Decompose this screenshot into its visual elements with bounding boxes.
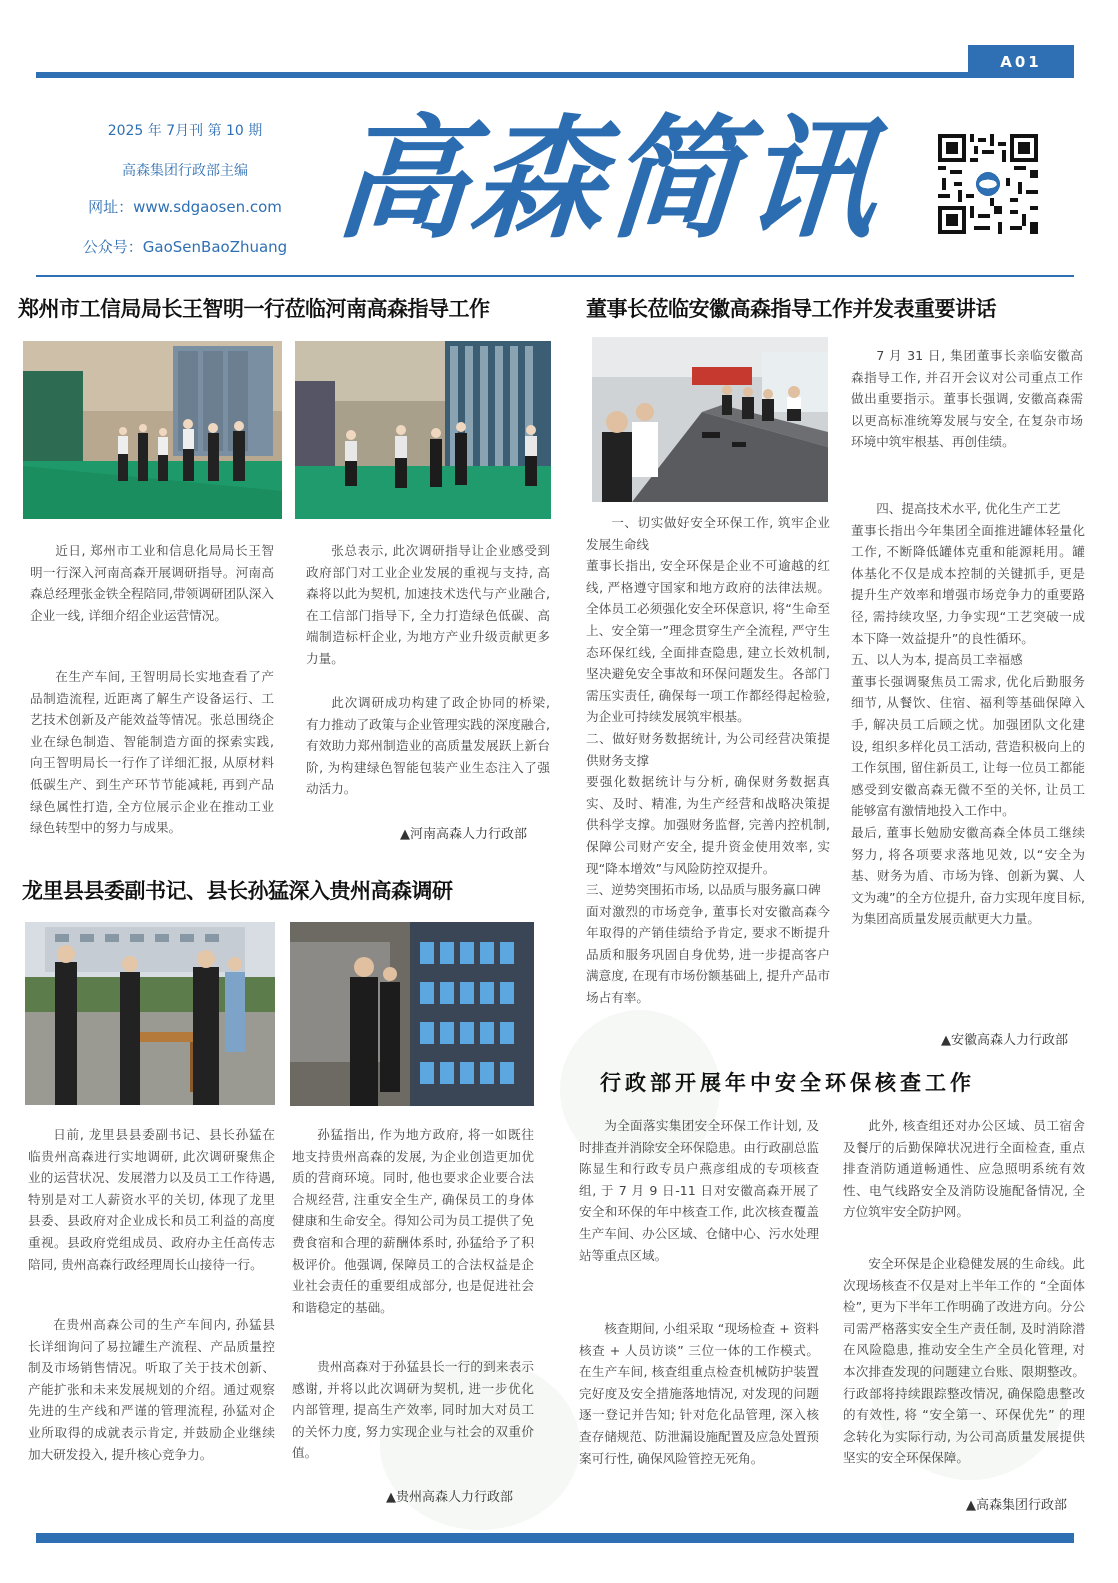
- article-title: 龙里县县委副书记、县长孙猛深入贵州高森调研: [22, 878, 453, 903]
- article-source: ▲高森集团行政部: [966, 1498, 1067, 1513]
- top-rule: [36, 72, 1074, 78]
- article-paragraph: 在生产车间, 王智明局长实地查看了产品制造流程, 近距离了解生产设备运行、工艺技术创新及产能效益等情况。张总围绕企业在绿色制造、智能制造方面的探索实践, 向王智明局长一行作了详细汇报, 从原材料低碳生产、到生产环节节能减耗, 再到产品绿色属性打造, 全方位展示企业在推动工业绿色转型中的努力与成果。: [30, 669, 274, 836]
- website-link[interactable]: 网址：www.sdgaosen.com: [88, 198, 282, 216]
- wechat-account: 公众号：GaoSenBaoZhuang: [82, 238, 288, 256]
- article-paragraph: 核查期间, 小组采取 “现场检查 + 资料核查 + 人员访谈” 三位一体的工作模式。在生产车间, 核查组重点检查机械防护装置完好度及安全措施落地情况, 对发现的问题逐一登记并告知; 针对危化品管理, 深入核查存储规范、防泄漏设施配置及应急处置预案可行性, 确保风险管控无死角。: [579, 1321, 819, 1466]
- article-paragraph: 近日, 郑州市工业和信息化局局长王智明一行深入河南高森开展调研指导。河南高森总经理张金铁全程陪同,带领调研团队深入企业一线, 详细介绍企业运营情况。: [30, 543, 274, 623]
- article-photo: [295, 341, 551, 519]
- article-paragraph: 7 月 31 日, 集团董事长亲临安徽高森指导工作, 并召开会议对公司重点工作做出重要指示。董事长强调, 安徽高森需以更高标准统筹发展与安全, 在复杂市场环境中筑牢根基、再创佳绩。: [851, 348, 1083, 450]
- article-paragraph: 张总表示, 此次调研指导让企业感受到政府部门对工业企业发展的重视与支持, 高森将以此为契机, 加速技术迭代与产业融合, 在工信部门指导下, 全力打造绿色低碳、高端制造标杆企业, 为地方产业升级贡献更多力量。: [306, 543, 550, 666]
- qr-code-icon: [938, 134, 1038, 234]
- article-photo: [25, 922, 275, 1105]
- bottom-rule: [36, 1533, 1074, 1543]
- article-paragraph: 此次调研成功构建了政企协同的桥梁, 有力推动了政策与企业管理实践的深度融合, 有效助力郑州制造业的高质量发展跃上新台阶, 为构建绿色智能包装产业生态注入了强动活力。: [306, 695, 550, 797]
- article-photo: [23, 341, 282, 519]
- article-source: ▲河南高森人力行政部: [400, 827, 527, 842]
- masthead-title: 高森简讯: [330, 102, 886, 257]
- article-photo: [592, 337, 828, 502]
- article-source: ▲安徽高森人力行政部: [941, 1033, 1068, 1048]
- article-paragraph: 四、提高技术水平, 优化生产工艺 董事长指出今年集团全面推进罐体轻量化工作, 不断降低罐体克重和能源耗用。罐体基化不仅是成本控制的关键抓手, 更是提升生产效率和增强市场竞争力的重要路径, 需持续攻坚, 力争实现“工艺突破一成本下降一效益提升”的良性循环。 五、以人为本, 提高员工幸福感 董事长强调聚焦员工需求, 优化后勤服务细节, 从餐饮、住宿、福利等基础保障入手, 解决员工后顾之忧。加强团队文化建设, 组织多样化员工活动, 营造积极向上的工作氛围, 留住新员工, 让每一位员工都能感受到安徽高森无微不至的关怀, 让员工能够富有激情地投入工作中。 最后, 董事长勉励安徽高森全体员工继续努力, 将各项要求落地见效, 以“安全为基、财务为盾、市场为锋、创新为翼、人文为魂”的全方位提升, 奋力实现年度目标, 为集团高质量发展贡献更大力量。: [851, 501, 1085, 927]
- article-title: 董事长莅临安徽高森指导工作并发表重要讲话: [586, 296, 996, 321]
- article-paragraph: 安全环保是企业稳健发展的生命线。此次现场核查不仅是对上半年工作的 “全面体检”, 更为下半年工作明确了改进方向。分公司需严格落实安全生产责任制, 及时消除潜在风险隐患, 推动安全生产全员化管理, 对本次排查发现的问题建立台账、限期整改。行政部将持续跟踪整改情况, 确保隐患整改的有效性, 将 “安全第一、环保优先” 的理念转化为实际行动, 为公司高质量发展提供坚实的安全环保保障。: [843, 1256, 1085, 1466]
- issue-label: 2025 年 7月刊 第 10 期: [107, 123, 263, 139]
- article-paragraph: 此外, 核查组还对办公区域、员工宿舍及餐厅的后勤保障状况进行全面检查, 重点排查消防通道畅通性、应急照明系统有效性、电气线路安全及消防设施配备情况, 全方位筑牢安全防护网。: [843, 1118, 1085, 1220]
- editor-label: 高森集团行政部主编: [122, 163, 248, 179]
- article-paragraph: 为全面落实集团安全环保工作计划, 及时排查并消除安全环保隐患。由行政副总监陈显生和行政专员户燕彦组成的专项核查组, 于 7 月 9 日-11 日对安徽高森开展了安全和环保的年中核查工作, 此次核查覆盖生产车间、办公区域、仓储中心、污水处理站等重点区域。: [579, 1118, 819, 1263]
- article-paragraph: 日前, 龙里县县委副书记、县长孙猛在临贵州高森进行实地调研, 此次调研聚焦企业的运营状况、发展潜力以及员工工作待遇, 特别是对工人薪资水平的关切, 体现了龙里县委、县政府对企业成长和员工利益的高度重视。县政府党组成员、政府办主任高传志陪同, 贵州高森行政经理周长山接待一行。: [28, 1127, 275, 1272]
- header-divider: [36, 275, 1074, 277]
- article-paragraph: 一、切实做好安全环保工作, 筑牢企业发展生命线 董事长指出, 安全环保是企业不可逾越的红线, 严格遵守国家和地方政府的法律法规。全体员工必须强化安全环保意识, 将“生命至上、安全第一”理念贯穿生产全流程, 严守生态环保红线, 全面排查隐患, 建立长效机制, 坚决避免安全事故和环保问题发生。各部门需压实责任, 确保每一项工作都经得起检验, 为企业可持续发展筑牢根基。 二、做好财务数据统计, 为公司经营决策提供财务支撑 要强化数据统计与分析, 确保财务数据真实、及时、精准, 为生产经营和战略决策提供科学支撑。加强财务监督, 完善内控机制, 保障公司财产安全, 提升资金使用效率, 实现“降本增效”与风险防控双提升。 三、逆势突围拓市场, 以品质与服务赢口碑 面对激烈的市场竞争, 董事长对安徽高森今年取得的产销佳绩给予肯定, 要求不断提升品质和服务巩固自身优势, 进一步提高客户满意度, 在现有市场份额基础上, 提升产品市场占有率。: [586, 515, 830, 1006]
- article-paragraph: 在贵州高森公司的生产车间内, 孙猛县长详细询问了易拉罐生产流程、产品质量控制及市场销售情况。听取了关于技术创新、产能扩张和未来发展规划的介绍。通过观察先进的生产线和严谨的管理流程, 孙猛对企业所取得的成就表示肯定, 并鼓励企业继续加大研发投入, 提升核心竞争力。: [28, 1317, 275, 1462]
- page-number-badge: A01: [968, 45, 1074, 78]
- article-title: 郑州市工信局局长王智明一行莅临河南高森指导工作: [18, 296, 490, 321]
- article-photo: [290, 922, 534, 1106]
- article-paragraph: 孙猛指出, 作为地方政府, 将一如既往地支持贵州高森的发展, 为企业创造更加优质的营商环境。同时, 他也要求企业要合法合规经营, 注重安全生产, 确保员工的身体健康和生命安全。得知公司为员工提供了免费食宿和合理的薪酬体系时, 孙猛给予了积极评价。他强调, 保障员工的合法权益是企业社会责任的重要组成部分, 也是促进社会和谐稳定的基础。: [292, 1127, 534, 1315]
- article-source: ▲贵州高森人力行政部: [386, 1490, 513, 1505]
- article-paragraph: 贵州高森对于孙猛县长一行的到来表示感谢, 并将以此次调研为契机, 进一步优化内部管理, 提高生产效率, 同时加大对员工的关怀力度, 努力实现企业与社会的双重价值。: [292, 1359, 534, 1461]
- article-title: 行政部开展年中安全环保核查工作: [600, 1070, 975, 1095]
